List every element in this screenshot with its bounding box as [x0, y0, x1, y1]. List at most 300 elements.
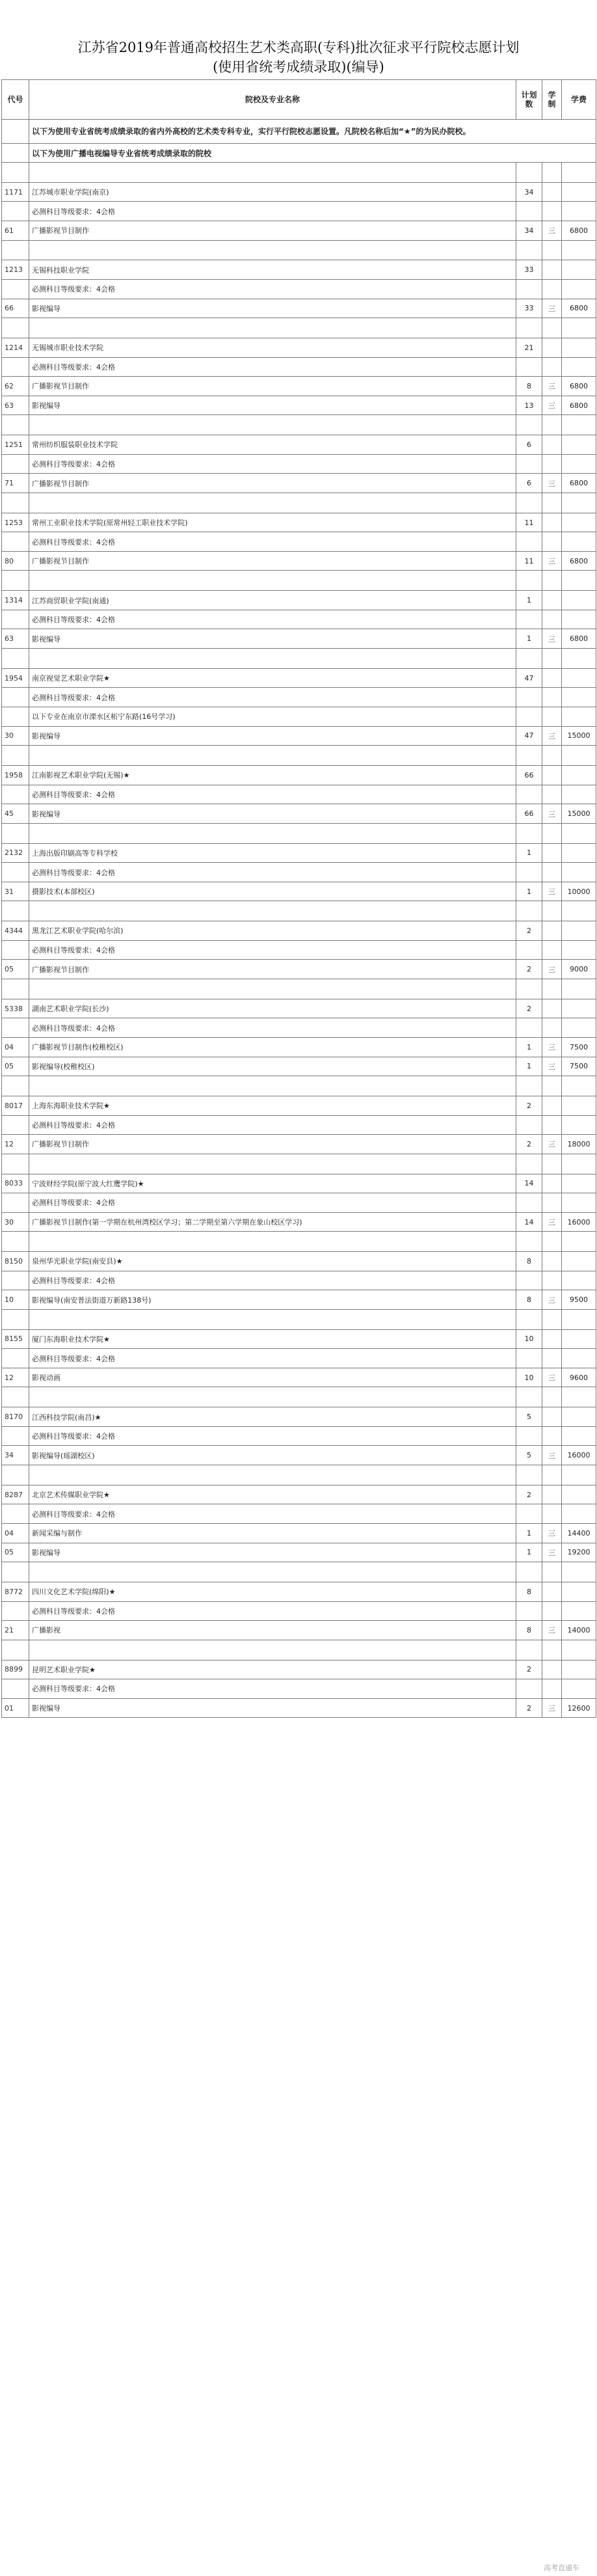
spacer-row: [2, 571, 596, 591]
years-cell: 三: [542, 221, 562, 240]
name-cell: 必测科目等级要求：4会格: [29, 1271, 516, 1290]
name-cell: 必测科目等级要求：4会格: [29, 454, 516, 474]
fee-cell: 15000: [562, 804, 596, 824]
spacer-cell: [542, 318, 562, 338]
code-cell: 8155: [2, 1329, 29, 1349]
spacer-cell: [562, 318, 596, 338]
years-cell: 三: [542, 551, 562, 571]
count-cell: [516, 1349, 542, 1368]
spacer-cell: [542, 901, 562, 921]
count-cell: 1: [516, 591, 542, 610]
note-row: [2, 120, 596, 144]
fee-cell: 10000: [562, 882, 596, 901]
count-cell: 8: [516, 1582, 542, 1602]
years-cell: [542, 1271, 562, 1290]
code-cell: 5338: [2, 999, 29, 1018]
spacer-cell: [562, 1076, 596, 1096]
fee-cell: [562, 1018, 596, 1038]
table-row: [2, 1660, 596, 1679]
fee-cell: 6800: [562, 629, 596, 649]
name-cell: 影视编导: [29, 1543, 516, 1562]
header-count: 计划数: [516, 80, 542, 120]
spacer-cell: [516, 571, 542, 591]
table-row: [2, 863, 596, 882]
count-cell: [516, 532, 542, 552]
years-cell: 三: [542, 1037, 562, 1057]
code-cell: 4344: [2, 921, 29, 941]
table-row: [2, 221, 596, 240]
name-cell: 必测科目等级要求：4会格: [29, 279, 516, 299]
count-cell: 2: [516, 1135, 542, 1154]
name-cell: 影视编导: [29, 396, 516, 415]
count-cell: 66: [516, 804, 542, 824]
count-cell: 1: [516, 1037, 542, 1057]
fee-cell: 9500: [562, 1290, 596, 1310]
name-cell: 厦门东海职业技术学院★: [29, 1329, 516, 1349]
table-row: [2, 843, 596, 863]
table-row: [2, 591, 596, 610]
spacer-row: [2, 1076, 596, 1096]
years-cell: [542, 1426, 562, 1446]
fee-cell: 6800: [562, 396, 596, 415]
watermark: 高考直通车: [544, 2564, 579, 2572]
table-row: [2, 454, 596, 474]
spacer-cell: [2, 1465, 29, 1485]
spacer-cell: [2, 1154, 29, 1174]
fee-cell: [562, 688, 596, 707]
spacer-row: [2, 1309, 596, 1329]
fee-cell: 9600: [562, 1368, 596, 1387]
spacer-cell: [542, 415, 562, 435]
fee-cell: 7500: [562, 1037, 596, 1057]
header-row: [2, 80, 596, 120]
spacer-row: [2, 163, 596, 183]
years-cell: [542, 202, 562, 221]
spacer-cell: [542, 240, 562, 260]
count-cell: 1: [516, 1524, 542, 1543]
spacer-cell: [516, 415, 542, 435]
name-cell: 无锡科技职业学院: [29, 260, 516, 280]
table-row: [2, 513, 596, 532]
years-cell: 三: [542, 1057, 562, 1076]
table-row: [2, 1446, 596, 1465]
spacer-cell: [29, 901, 516, 921]
code-cell: [2, 785, 29, 804]
count-cell: 47: [516, 668, 542, 688]
spacer-cell: [29, 1232, 516, 1252]
code-cell: 04: [2, 1037, 29, 1057]
spacer-row: [2, 240, 596, 260]
spacer-cell: [516, 1309, 542, 1329]
fee-cell: [562, 338, 596, 357]
years-cell: 三: [542, 1368, 562, 1387]
code-cell: 66: [2, 299, 29, 318]
table-row: [2, 1426, 596, 1446]
table-row: [2, 1407, 596, 1427]
fee-cell: [562, 1504, 596, 1524]
name-cell: 黑龙江艺术职业学院(哈尔滨): [29, 921, 516, 941]
spacer-cell: [516, 1154, 542, 1174]
fee-cell: [562, 1407, 596, 1427]
years-cell: 三: [542, 804, 562, 824]
fee-cell: [562, 591, 596, 610]
code-cell: [2, 707, 29, 727]
years-cell: [542, 1329, 562, 1349]
spacer-cell: [562, 1309, 596, 1329]
code-cell: 12: [2, 1368, 29, 1387]
table-row: [2, 1290, 596, 1310]
fee-cell: [562, 707, 596, 727]
code-cell: 05: [2, 1543, 29, 1562]
name-cell: 无锡城市职业技术学院: [29, 338, 516, 357]
fee-cell: [562, 1096, 596, 1115]
code-cell: 8772: [2, 1582, 29, 1602]
table-row: [2, 532, 596, 552]
years-cell: 三: [542, 299, 562, 318]
code-cell: 1214: [2, 338, 29, 357]
name-cell: 影视编导(瑶湖校区): [29, 1446, 516, 1465]
fee-cell: [562, 1329, 596, 1349]
fee-cell: 19200: [562, 1543, 596, 1562]
name-cell: 广播影视节目制作: [29, 1135, 516, 1154]
code-cell: [2, 357, 29, 377]
spacer-cell: [516, 823, 542, 843]
years-cell: [542, 279, 562, 299]
spacer-cell: [29, 1076, 516, 1096]
code-cell: 12: [2, 1135, 29, 1154]
code-cell: 63: [2, 629, 29, 649]
fee-cell: [562, 863, 596, 882]
name-cell: 影视编导(南安普法街道万新路138号): [29, 1290, 516, 1310]
spacer-cell: [29, 571, 516, 591]
table-row: [2, 260, 596, 280]
spacer-cell: [516, 240, 542, 260]
code-cell: 1213: [2, 260, 29, 280]
name-cell: 必测科目等级要求：4会格: [29, 1018, 516, 1038]
table-row: [2, 726, 596, 746]
count-cell: 11: [516, 513, 542, 532]
table-row: [2, 1271, 596, 1290]
table-row: [2, 882, 596, 901]
spacer-cell: [542, 571, 562, 591]
table-row: [2, 960, 596, 979]
fee-cell: [562, 1601, 596, 1621]
spacer-cell: [562, 493, 596, 513]
spacer-cell: [2, 979, 29, 999]
years-cell: [542, 688, 562, 707]
code-cell: 1171: [2, 182, 29, 202]
fee-cell: 6800: [562, 299, 596, 318]
count-cell: 13: [516, 396, 542, 415]
count-cell: 2: [516, 1698, 542, 1718]
spacer-cell: [29, 649, 516, 669]
spacer-cell: [516, 979, 542, 999]
table-row: [2, 182, 596, 202]
table-row: [2, 1018, 596, 1038]
fee-cell: [562, 1349, 596, 1368]
count-cell: [516, 688, 542, 707]
name-cell: 广播影视节目制作(第一学期在杭州湾校区学习；第二学期至第六学期在象山校区学习): [29, 1212, 516, 1232]
fee-cell: 12600: [562, 1698, 596, 1718]
spacer-cell: [29, 1465, 516, 1485]
name-cell: 广播影视节目制作: [29, 221, 516, 240]
header-code: 代号: [2, 80, 29, 120]
fee-cell: [562, 1174, 596, 1193]
name-cell: 必测科目等级要求：4会格: [29, 688, 516, 707]
years-cell: [542, 707, 562, 727]
spacer-cell: [516, 1465, 542, 1485]
years-cell: [542, 532, 562, 552]
count-cell: 11: [516, 551, 542, 571]
table-row: [2, 1174, 596, 1193]
count-cell: 6: [516, 474, 542, 493]
fee-cell: [562, 202, 596, 221]
name-cell: 必测科目等级要求：4会格: [29, 610, 516, 629]
spacer-cell: [2, 1640, 29, 1660]
count-cell: [516, 707, 542, 727]
table-row: [2, 435, 596, 455]
name-cell: 广播影视节目制作: [29, 377, 516, 396]
code-cell: 04: [2, 1524, 29, 1543]
note-code-cell: [2, 120, 29, 144]
code-cell: 31: [2, 882, 29, 901]
header-years: 学制: [542, 80, 562, 120]
spacer-cell: [2, 318, 29, 338]
code-cell: 61: [2, 221, 29, 240]
header-fee: 学费: [562, 80, 596, 120]
years-cell: [542, 357, 562, 377]
fee-cell: [562, 1679, 596, 1699]
fee-cell: [562, 1115, 596, 1135]
spacer-cell: [562, 1640, 596, 1660]
years-cell: [542, 863, 562, 882]
count-cell: 2: [516, 1660, 542, 1679]
count-cell: 66: [516, 766, 542, 785]
count-cell: 14: [516, 1174, 542, 1193]
name-cell: 必测科目等级要求：4会格: [29, 940, 516, 960]
spacer-cell: [562, 1387, 596, 1407]
spacer-row: [2, 318, 596, 338]
code-cell: [2, 1193, 29, 1213]
spacer-cell: [2, 746, 29, 766]
years-cell: 三: [542, 1212, 562, 1232]
table-row: [2, 785, 596, 804]
code-cell: [2, 1426, 29, 1446]
spacer-cell: [542, 746, 562, 766]
count-cell: 33: [516, 299, 542, 318]
spacer-cell: [542, 1465, 562, 1485]
fee-cell: [562, 1193, 596, 1213]
fee-cell: [562, 279, 596, 299]
code-cell: 1954: [2, 668, 29, 688]
fee-cell: [562, 766, 596, 785]
spacer-cell: [29, 240, 516, 260]
years-cell: [542, 454, 562, 474]
table-row: [2, 279, 596, 299]
years-cell: [542, 1115, 562, 1135]
code-cell: 1958: [2, 766, 29, 785]
spacer-cell: [516, 1562, 542, 1582]
name-cell: 以下专业在南京市溧水区柘宁东路(16号学习): [29, 707, 516, 727]
code-cell: 30: [2, 726, 29, 746]
spacer-cell: [2, 240, 29, 260]
fee-cell: 15000: [562, 726, 596, 746]
name-cell: 影视编导: [29, 804, 516, 824]
code-cell: [2, 688, 29, 707]
fee-cell: [562, 668, 596, 688]
spacer-cell: [562, 1562, 596, 1582]
spacer-row: [2, 1154, 596, 1174]
fee-cell: [562, 1252, 596, 1271]
fee-cell: [562, 454, 596, 474]
table-row: [2, 551, 596, 571]
table-row: [2, 1543, 596, 1562]
count-cell: 8: [516, 1290, 542, 1310]
years-cell: 三: [542, 474, 562, 493]
name-cell: 必测科目等级要求：4会格: [29, 532, 516, 552]
years-cell: 三: [542, 377, 562, 396]
count-cell: 2: [516, 1485, 542, 1504]
years-cell: [542, 668, 562, 688]
years-cell: [542, 1193, 562, 1213]
name-cell: 必测科目等级要求：4会格: [29, 202, 516, 221]
table-row: [2, 1115, 596, 1135]
table-row: [2, 1601, 596, 1621]
name-cell: 影视动画: [29, 1368, 516, 1387]
fee-cell: [562, 182, 596, 202]
name-cell: 必测科目等级要求：4会格: [29, 785, 516, 804]
spacer-row: [2, 1640, 596, 1660]
spacer-cell: [562, 571, 596, 591]
table-row: [2, 1096, 596, 1115]
fee-cell: 6800: [562, 377, 596, 396]
code-cell: 21: [2, 1621, 29, 1640]
page-title: [0, 38, 597, 77]
spacer-cell: [562, 901, 596, 921]
name-cell: 必测科目等级要求：4会格: [29, 357, 516, 377]
table-row: [2, 1504, 596, 1524]
years-cell: [542, 1679, 562, 1699]
spacer-cell: [562, 240, 596, 260]
spacer-cell: [562, 1465, 596, 1485]
spacer-cell: [516, 901, 542, 921]
table-row: [2, 377, 596, 396]
years-cell: [542, 843, 562, 863]
fee-cell: [562, 532, 596, 552]
name-cell: 影视编导(校稚校区): [29, 1057, 516, 1076]
code-cell: [2, 1601, 29, 1621]
code-cell: 8017: [2, 1096, 29, 1115]
code-cell: [2, 1504, 29, 1524]
code-cell: [2, 279, 29, 299]
count-cell: [516, 1193, 542, 1213]
count-cell: [516, 202, 542, 221]
years-cell: 三: [542, 882, 562, 901]
table-row: [2, 1252, 596, 1271]
code-cell: 34: [2, 1446, 29, 1465]
code-cell: 05: [2, 960, 29, 979]
spacer-cell: [2, 493, 29, 513]
code-cell: 1314: [2, 591, 29, 610]
name-cell: 影视编导: [29, 1698, 516, 1718]
code-cell: [2, 454, 29, 474]
code-cell: 1251: [2, 435, 29, 455]
spacer-row: [2, 415, 596, 435]
code-cell: 30: [2, 1212, 29, 1232]
fee-cell: 7500: [562, 1057, 596, 1076]
code-cell: 8033: [2, 1174, 29, 1193]
years-cell: [542, 338, 562, 357]
note-text: 以下为使用广播电视编导专业省统考成绩录取的院校: [29, 144, 596, 163]
count-cell: 2: [516, 960, 542, 979]
spacer-cell: [29, 1387, 516, 1407]
name-cell: 广播影视节目制作: [29, 551, 516, 571]
years-cell: 三: [542, 396, 562, 415]
table-row: [2, 338, 596, 357]
spacer-cell: [2, 163, 29, 183]
years-cell: [542, 1485, 562, 1504]
spacer-cell: [2, 649, 29, 669]
code-cell: [2, 863, 29, 882]
code-cell: 2132: [2, 843, 29, 863]
name-cell: 影视编导: [29, 299, 516, 318]
name-cell: 必测科目等级要求：4会格: [29, 1193, 516, 1213]
table-row: [2, 940, 596, 960]
name-cell: 上海出版印刷高等专科学校: [29, 843, 516, 863]
code-cell: 1253: [2, 513, 29, 532]
table-row: [2, 1582, 596, 1602]
code-cell: 71: [2, 474, 29, 493]
count-cell: 1: [516, 843, 542, 863]
count-cell: 1: [516, 1543, 542, 1562]
count-cell: 33: [516, 260, 542, 280]
fee-cell: 6800: [562, 551, 596, 571]
table-row: [2, 1135, 596, 1154]
table-row: [2, 1698, 596, 1718]
fee-cell: [562, 843, 596, 863]
years-cell: [542, 182, 562, 202]
count-cell: [516, 357, 542, 377]
count-cell: 6: [516, 435, 542, 455]
spacer-cell: [562, 649, 596, 669]
fee-cell: 6800: [562, 221, 596, 240]
years-cell: [542, 1174, 562, 1193]
years-cell: [542, 513, 562, 532]
spacer-cell: [542, 1562, 562, 1582]
years-cell: 三: [542, 1698, 562, 1718]
name-cell: 四川文化艺术学院(绵阳)★: [29, 1582, 516, 1602]
count-cell: 21: [516, 338, 542, 357]
count-cell: [516, 1115, 542, 1135]
fee-cell: [562, 785, 596, 804]
count-cell: [516, 1271, 542, 1290]
count-cell: [516, 863, 542, 882]
count-cell: 47: [516, 726, 542, 746]
spacer-row: [2, 1465, 596, 1485]
name-cell: 摄影技术(本部校区): [29, 882, 516, 901]
years-cell: 三: [542, 1621, 562, 1640]
count-cell: 8: [516, 1252, 542, 1271]
name-cell: 常州纺织服装职业技术学院: [29, 435, 516, 455]
spacer-cell: [516, 493, 542, 513]
name-cell: 江南影视艺术职业学院(无锡)★: [29, 766, 516, 785]
spacer-row: [2, 1562, 596, 1582]
name-cell: 常州工业职业技术学院(原常州轻工职业技术学院): [29, 513, 516, 532]
spacer-cell: [542, 1232, 562, 1252]
count-cell: [516, 610, 542, 629]
name-cell: 必测科目等级要求：4会格: [29, 863, 516, 882]
code-cell: [2, 1679, 29, 1699]
